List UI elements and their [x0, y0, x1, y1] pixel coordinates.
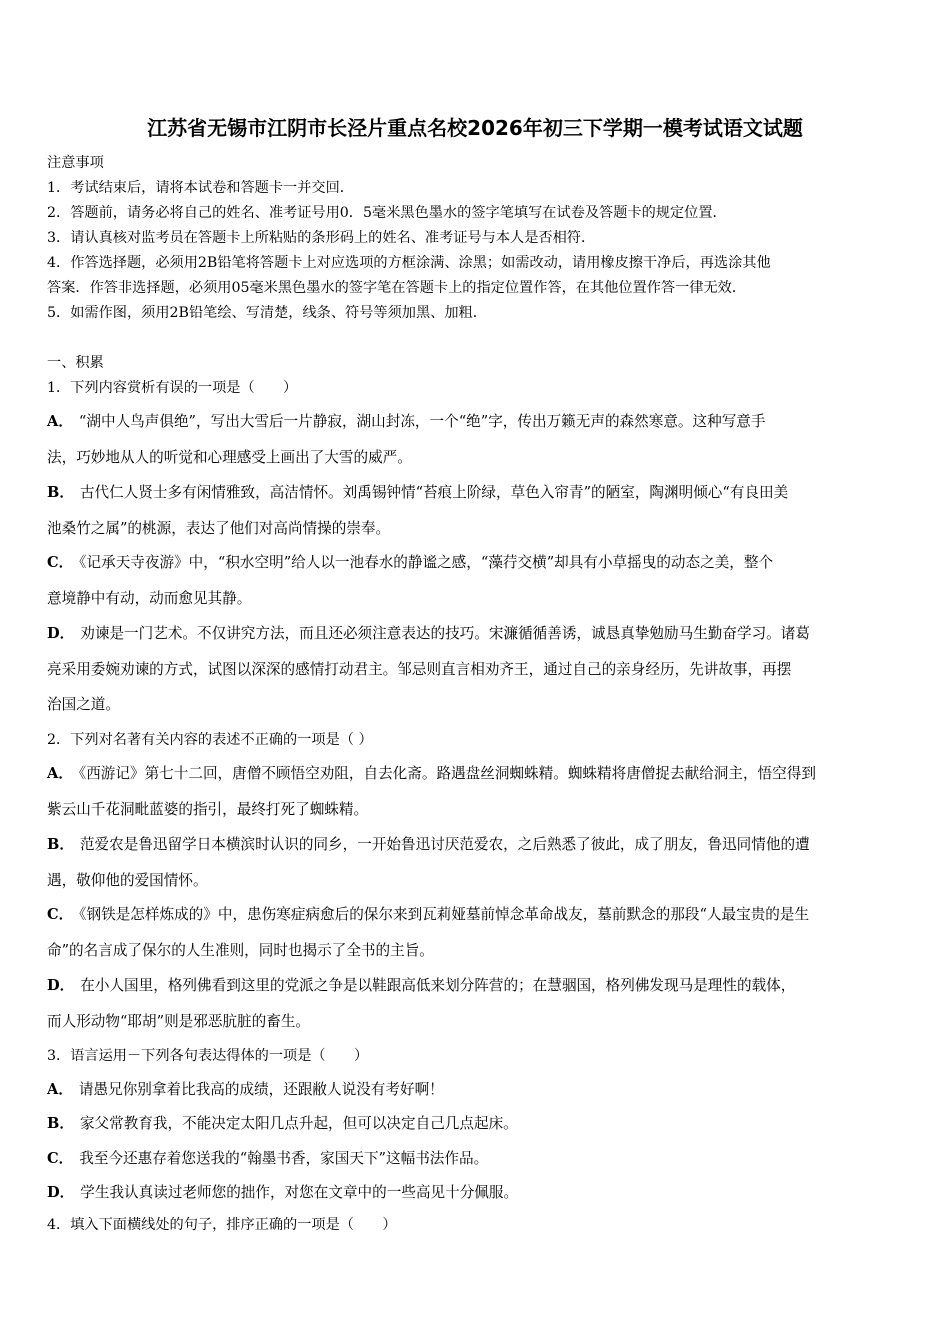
option-text: 《记承天寺夜游》中，“积水空明”给人以一池春水的静谧之感，“藻荇交横”却具有小草摇曳的动态之美，整个	[79, 554, 774, 571]
q2-option-d	[47, 974, 917, 995]
q2-option-a	[47, 762, 917, 783]
option-label: B．	[47, 484, 74, 501]
q1-option-d-cont: 治国之道。	[47, 696, 120, 713]
option-text: 在小人国里，格列佛看到这里的党派之争是以鞋跟高低来划分阵营的；在慧骃国，格列佛发现马是理性的载体，	[80, 977, 796, 994]
option-label: B．	[47, 1115, 74, 1132]
question-1-stem: 1．下列内容赏析有误的一项是（ ）	[47, 380, 298, 396]
q1-option-a-cont: 法，巧妙地从人的听觉和心理感受上画出了大雪的威严。	[47, 449, 412, 466]
option-label: C．	[47, 906, 74, 923]
question-4-stem: 4．填入下面横线处的句子，排序正确的一项是（ ）	[47, 1217, 397, 1233]
q2-option-d-cont: 而人形动物“耶胡”则是邪恶肮脏的畜生。	[47, 1013, 311, 1030]
option-text: 范爱农是鲁迅留学日本横滨时认识的同乡，一开始鲁迅讨厌范爱农，之后熟悉了彼此，成了朋友，鲁迅同情他的遭	[79, 836, 810, 853]
q1-option-c	[47, 551, 917, 572]
q1-option-a	[47, 410, 917, 431]
option-label: A．	[47, 765, 73, 782]
option-label: C．	[47, 1150, 74, 1167]
notice-item: 4．作答选择题，必须用2B铅笔将答题卡上对应选项的方框涂满、涂黑；如需改动，请用橡皮擦干净后，再选涂其他	[47, 255, 771, 271]
option-label: D．	[47, 625, 75, 642]
q3-option-c	[47, 1147, 917, 1168]
q2-option-c	[47, 903, 917, 924]
q1-option-b-cont: 池桑竹之属”的桃源，表达了他们对高尚情操的崇奉。	[47, 520, 391, 537]
notice-item: 答案．作答非选择题，必须用05毫米黑色墨水的签字笔在答题卡上的指定位置作答，在其他位置作答一律无效．	[47, 280, 747, 296]
option-text: “湖中人鸟声俱绝”，写出大雪后一片静寂，湖山封冻，一个“绝”字，传出万籁无声的森然寒意。这种写意手	[78, 413, 766, 430]
option-text: 《钢铁是怎样炼成的》中，患伤寒症病愈后的保尔来到瓦莉娅墓前悼念革命战友，墓前默念的那段“人最宝贵的是生	[79, 906, 810, 923]
option-label: D．	[47, 977, 75, 994]
notice-item: 3．请认真核对监考员在答题卡上所粘贴的条形码上的姓名、准考证号与本人是否相符．	[47, 230, 596, 246]
notice-item: 5．如需作图，须用2B铅笔绘、写清楚，线条、符号等须加黑、加粗．	[47, 305, 487, 321]
q1-option-d	[47, 622, 917, 643]
q1-option-c-cont: 意境静中有动，动而愈见其静。	[47, 590, 252, 607]
option-label: A．	[47, 413, 73, 430]
section-heading: 一、积累	[47, 355, 104, 371]
q2-option-b	[47, 833, 917, 854]
q3-option-a	[47, 1078, 917, 1099]
q1-option-b	[47, 481, 917, 502]
option-label: A．	[47, 1081, 73, 1098]
page-title: 江苏省无锡市江阴市长泾片重点名校2026年初三下学期一模考试语文试题	[147, 116, 803, 140]
q2-option-b-cont: 遇，敬仰他的爱国情怀。	[47, 872, 208, 889]
option-label: B．	[47, 836, 74, 853]
q2-option-a-cont: 紫云山千花洞毗蓝婆的指引，最终打死了蜘蛛精。	[47, 801, 369, 818]
question-2-stem: 2．下列对名著有关内容的表述不正确的一项是（ ）	[47, 732, 373, 748]
option-text: 古代仁人贤士多有闲情雅致，高洁情怀。刘禹锡钟情“苔痕上阶绿，草色入帘青”的陋室，陶渊明倾心“有良田美	[79, 484, 789, 501]
option-text: 家父常教育我，不能决定太阳几点升起，但可以决定自己几点起床。	[79, 1115, 518, 1132]
option-text: 《西游记》第七十二回，唐僧不顾悟空劝阻，自去化斋。路遇盘丝洞蜘蛛精。蜘蛛精将唐僧捉去献给洞主，悟空得到	[78, 765, 816, 782]
q3-option-d	[47, 1181, 917, 1202]
option-text: 学生我认真读过老师您的拙作，对您在文章中的一些高见十分佩服。	[80, 1184, 519, 1201]
q2-option-c-cont: 命”的名言成了保尔的人生准则，同时也揭示了全书的主旨。	[47, 942, 434, 959]
option-text: 请愚兄你别拿着比我高的成绩，还跟敝人说没有考好啊！	[78, 1081, 444, 1098]
notice-heading: 注意事项	[47, 155, 104, 171]
q3-option-b	[47, 1112, 917, 1133]
option-label: D．	[47, 1184, 75, 1201]
option-text: 劝谏是一门艺术。不仅讲究方法，而且还必须注意表达的技巧。宋濂循循善诱，诚恳真挚勉励马生勤奋学习。诸葛	[80, 625, 810, 642]
q1-option-d-cont: 亮采用委婉劝谏的方式，试图以深深的感情打动君主。邹忌则直言相劝齐王，通过自己的亲身经历，先讲故事，再摆	[47, 661, 792, 678]
question-3-stem: 3．语言运用－下列各句表达得体的一项是（ ）	[47, 1048, 369, 1064]
notice-item: 1．考试结束后，请将本试卷和答题卡一并交回．	[47, 180, 354, 196]
option-label: C．	[47, 554, 74, 571]
option-text: 我至今还惠存着您送我的“翰墨书香，家国天下”这幅书法作品。	[79, 1150, 489, 1167]
notice-item: 2．答题前，请务必将自己的姓名、准考证号用0．5毫米黑色墨水的签字笔填写在试卷及答题卡的规定位置．	[47, 205, 727, 221]
